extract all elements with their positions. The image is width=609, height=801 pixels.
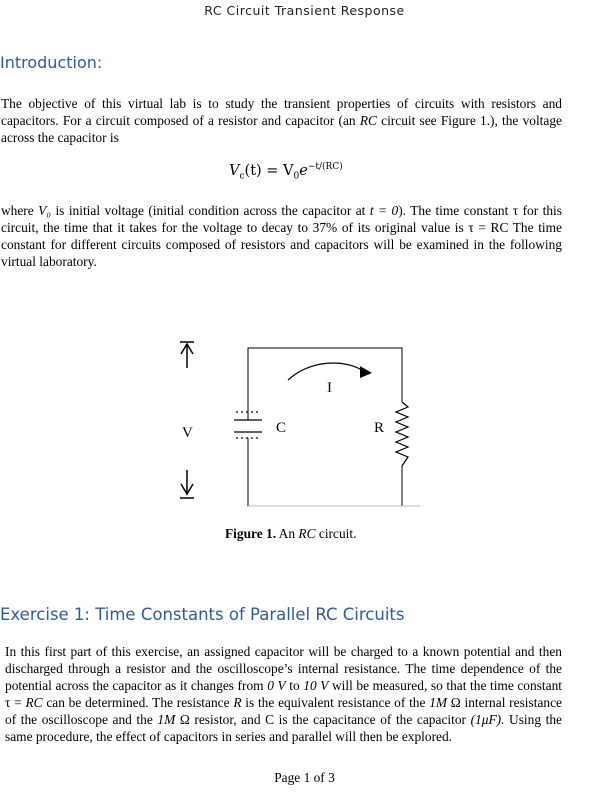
voltage-up-arrow [180,342,194,368]
ex1-cap: (1μF). [470,712,505,727]
label-c: C [276,420,287,436]
intro-paragraph-1 [1,95,562,146]
ex1-rc: RC [25,695,43,710]
ex1-text-b: will be measured, so that the time constant τ = [5,678,562,710]
ex1-to: to [285,678,304,693]
capacitor-voltage-equation [229,162,343,182]
ex1-text-a: In this first part of this exercise, an assigned capacitor will be charged to a known potential and then discharged through a resistor and the oscilloscope’s internal resistance. The time dependence of the potential across the capacitor as it changes from [5,644,562,693]
ex1-0v: 0 V [267,678,286,693]
eq-v-sub: c [239,171,245,182]
intro-p2-text-b: is initial voltage (initial condition across the capacitor at [51,203,370,218]
caption-text-a: An [276,526,299,541]
rc-circuit-diagram [170,340,430,510]
intro-p2-t0: t = 0 [369,203,399,218]
exercise-1-heading: Exercise 1: Time Constants of Parallel RC Circuits [0,605,405,624]
figure-1-caption [225,526,356,542]
intro-p2-text-c: ). The time constant τ for this circuit, the time that it takes for the voltage to decay to 37% of its original value is τ = RC The time constant for different circuits composed of resistors and capacitors will be examined in the following virtual laboratory. [1,203,562,269]
ex1-1m-b: 1M [157,712,176,727]
caption-figure-label: Figure 1. [225,526,277,541]
label-r: R [374,420,385,436]
circuit-wires [248,348,420,506]
intro-p1-rc: RC [359,113,377,128]
ex1-text-f: Ω resistor, and C is the capacitance of the capacitor [175,712,471,727]
ex1-text-d: is the equivalent resistance of the [241,695,430,710]
current-arrow [288,363,365,380]
intro-paragraph-2 [1,202,562,270]
intro-p2-text-a: where [1,203,39,218]
caption-rc: RC [298,526,316,541]
eq-exponent: −t/(RC) [307,162,343,172]
intro-p2-v0: V₀ [38,203,51,218]
ex1-1m-a: 1M [429,695,448,710]
eq-v: V [229,162,240,179]
exercise-1-paragraph [5,643,562,745]
voltage-down-arrow [180,470,194,498]
ex1-text-c: can be determined. The resistance [42,695,234,710]
intro-p1-text-a: The objective of this virtual lab is to study the transient properties of circuits with resistors and capacitors. For a circuit composed of a resistor and capacitor (an [1,96,562,128]
label-i: I [327,380,332,396]
current-arrowhead [360,366,372,378]
eq-v0-sub: 0 [293,171,300,182]
caption-text-b: circuit. [315,526,357,541]
document-title: RC Circuit Transient Response [204,3,405,18]
intro-p1-text-b: circuit see Figure 1.), the voltage across the capacitor is [1,113,562,145]
eq-mid: (t) = V [244,162,294,179]
ex1-text-e: Ω internal resistance of the oscilloscope and the [5,695,562,727]
introduction-heading: Introduction: [0,53,103,72]
page-footer: Page 1 of 3 [274,770,335,785]
label-v: V [182,425,193,441]
ex1-r: R [233,695,242,710]
resistor-symbol [396,402,408,466]
eq-e: e [299,162,308,179]
ex1-10v: 10 V [303,678,329,693]
ex1-text-g: Using the same procedure, the effect of capacitors in series and parallel will then be explored. [5,712,562,744]
